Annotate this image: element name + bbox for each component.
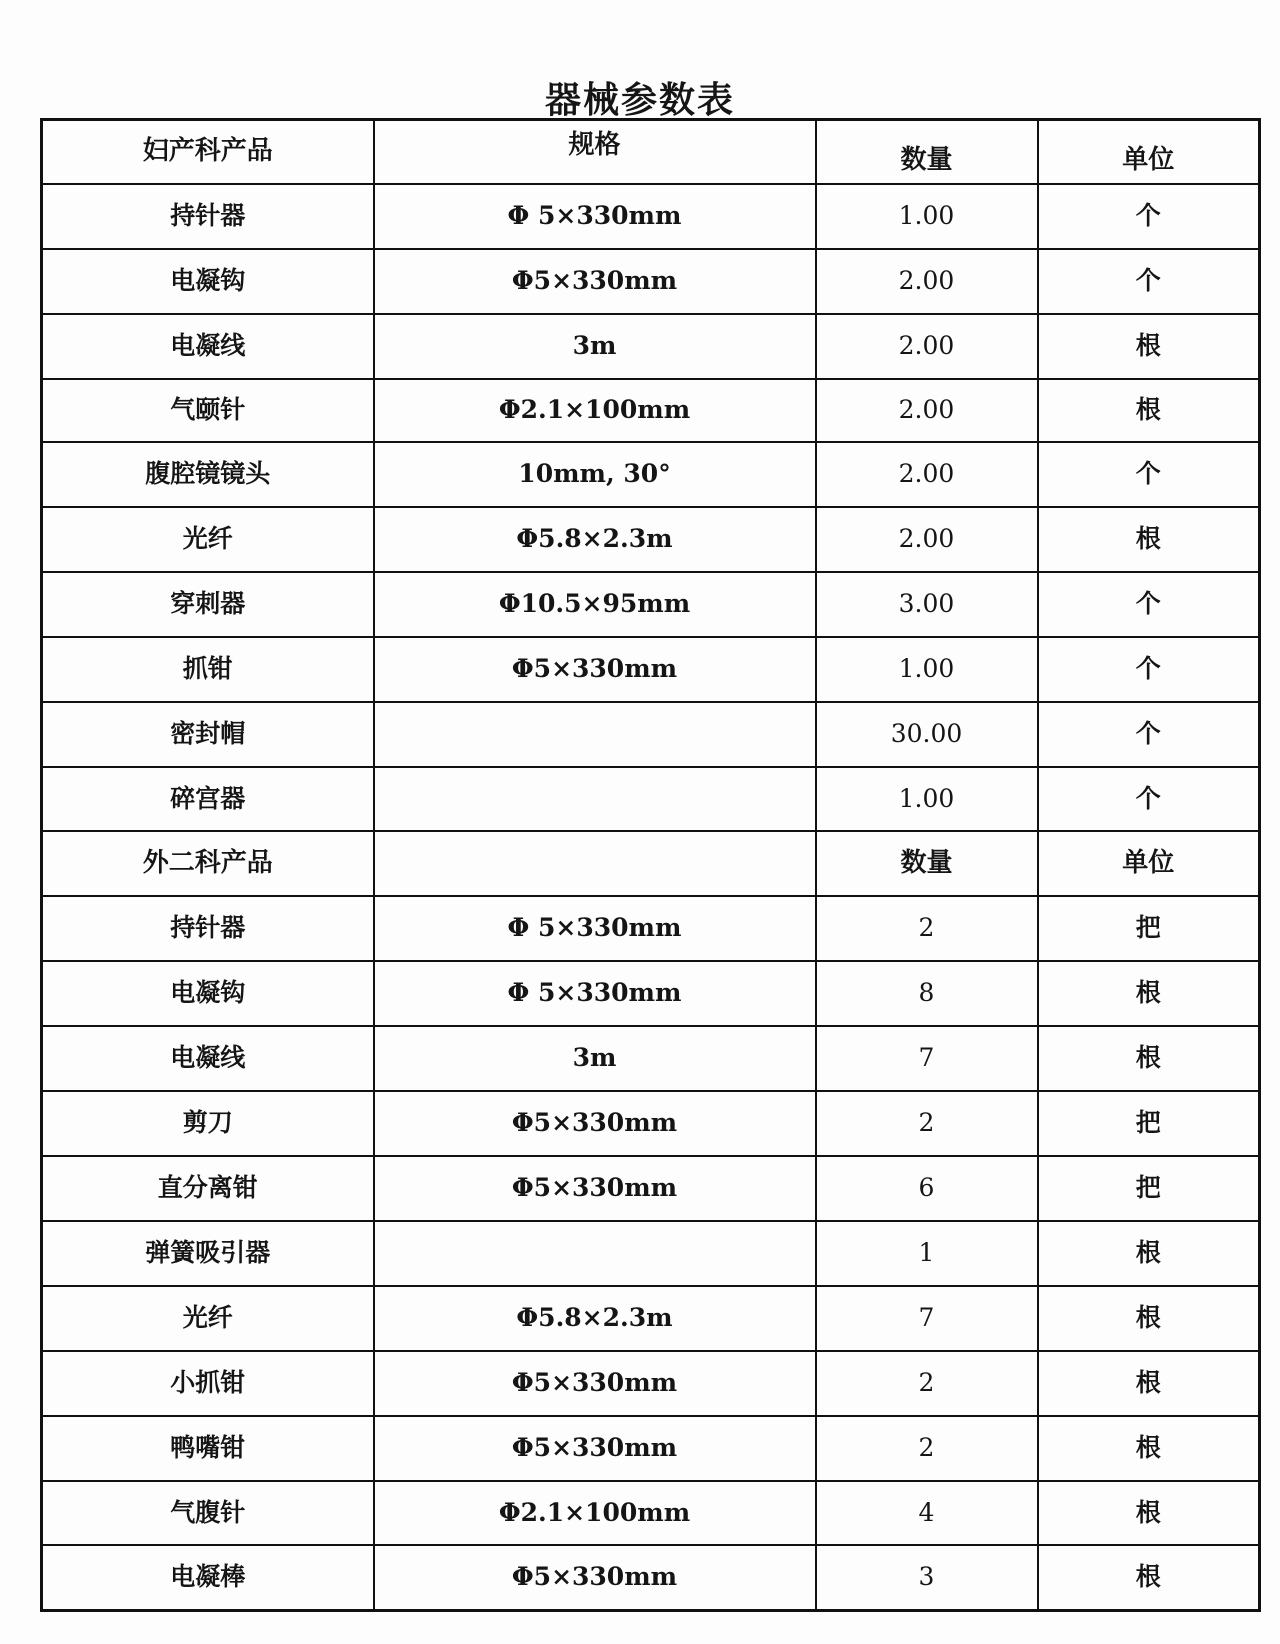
item-qty: 3 [816,1545,1038,1610]
item-qty: 1.00 [816,767,1038,832]
item-name: 电凝钩 [42,961,374,1026]
header-spec: 规格 [374,120,816,185]
item-spec: Φ5×330mm [374,1156,816,1221]
item-spec: Φ 5×330mm [374,896,816,961]
table-header-gyn [42,120,1260,185]
item-qty: 1 [816,1221,1038,1286]
table-row [42,507,1260,572]
item-qty: 2.00 [816,379,1038,442]
item-qty: 2 [816,1351,1038,1416]
item-spec: 3m [374,314,816,379]
item-unit: 根 [1038,1416,1260,1481]
item-unit: 根 [1038,1545,1260,1610]
parameter-table [40,118,1261,1612]
item-name: 电凝线 [42,1026,374,1091]
item-name: 抓钳 [42,637,374,702]
table-row [42,1221,1260,1286]
item-unit: 把 [1038,896,1260,961]
table-row [42,379,1260,442]
item-name: 鸭嘴钳 [42,1416,374,1481]
header-unit: 单位 [1038,831,1260,896]
table-row [42,1416,1260,1481]
item-unit: 个 [1038,249,1260,314]
table-row [42,314,1260,379]
item-spec: 10mm, 30° [374,442,816,507]
item-name: 光纤 [42,1286,374,1351]
item-name: 电凝线 [42,314,374,379]
item-qty: 3.00 [816,572,1038,637]
item-name: 电凝钩 [42,249,374,314]
item-name: 电凝棒 [42,1545,374,1610]
page-title: 器械参数表 [544,80,735,121]
table-row [42,1545,1260,1610]
item-qty: 2 [816,1091,1038,1156]
item-spec: Φ2.1×100mm [374,379,816,442]
item-qty: 2.00 [816,314,1038,379]
table-row [42,1156,1260,1221]
item-name: 腹腔镜镜头 [42,442,374,507]
item-unit: 个 [1038,442,1260,507]
item-spec [374,767,816,832]
table-row [42,1481,1260,1546]
item-qty: 8 [816,961,1038,1026]
item-spec: Φ5×330mm [374,1545,816,1610]
header-qty: 数量 [816,831,1038,896]
item-name: 弹簧吸引器 [42,1221,374,1286]
table-row [42,702,1260,767]
item-name: 气腹针 [42,1481,374,1546]
item-unit: 根 [1038,1286,1260,1351]
item-unit: 个 [1038,702,1260,767]
item-unit: 个 [1038,767,1260,832]
item-unit: 个 [1038,572,1260,637]
item-qty: 2 [816,1416,1038,1481]
item-spec [374,1221,816,1286]
item-spec: Φ2.1×100mm [374,1481,816,1546]
item-unit: 根 [1038,1026,1260,1091]
item-qty: 2.00 [816,249,1038,314]
item-qty: 30.00 [816,702,1038,767]
item-spec: Φ5×330mm [374,1416,816,1481]
item-unit: 根 [1038,379,1260,442]
item-name: 剪刀 [42,1091,374,1156]
table-row [42,249,1260,314]
item-spec: Φ5×330mm [374,637,816,702]
item-spec [374,702,816,767]
item-unit: 把 [1038,1156,1260,1221]
item-spec: Φ5.8×2.3m [374,1286,816,1351]
item-qty: 7 [816,1286,1038,1351]
table-row [42,1286,1260,1351]
item-spec: Φ 5×330mm [374,961,816,1026]
item-spec: Φ5.8×2.3m [374,507,816,572]
table-row [42,572,1260,637]
header-product: 妇产科产品 [42,120,374,185]
table-row [42,1351,1260,1416]
item-qty: 7 [816,1026,1038,1091]
item-name: 光纤 [42,507,374,572]
table-row [42,637,1260,702]
item-name: 碎宫器 [42,767,374,832]
item-name: 持针器 [42,184,374,249]
item-unit: 个 [1038,184,1260,249]
table-header-surg [42,831,1260,896]
item-spec: Φ5×330mm [374,249,816,314]
item-spec: Φ5×330mm [374,1351,816,1416]
table-row [42,961,1260,1026]
item-unit: 根 [1038,1481,1260,1546]
item-spec: Φ 5×330mm [374,184,816,249]
table-row [42,442,1260,507]
item-spec: Φ5×330mm [374,1091,816,1156]
item-unit: 根 [1038,961,1260,1026]
item-unit: 根 [1038,1221,1260,1286]
table-row [42,1091,1260,1156]
table-row [42,1026,1260,1091]
item-unit: 根 [1038,1351,1260,1416]
header-spec [374,831,816,896]
item-spec: 3m [374,1026,816,1091]
item-name: 小抓钳 [42,1351,374,1416]
header-unit: 单位 [1038,120,1260,185]
item-unit: 个 [1038,637,1260,702]
item-name: 穿刺器 [42,572,374,637]
item-spec: Φ10.5×95mm [374,572,816,637]
item-name: 直分离钳 [42,1156,374,1221]
header-qty: 数量 [816,120,1038,185]
item-qty: 4 [816,1481,1038,1546]
item-qty: 6 [816,1156,1038,1221]
table-row [42,896,1260,961]
item-qty: 2.00 [816,442,1038,507]
header-product: 外二科产品 [42,831,374,896]
item-qty: 1.00 [816,637,1038,702]
item-unit: 根 [1038,507,1260,572]
item-name: 密封帽 [42,702,374,767]
item-qty: 2.00 [816,507,1038,572]
item-qty: 1.00 [816,184,1038,249]
item-qty: 2 [816,896,1038,961]
table-row [42,184,1260,249]
item-name: 气颐针 [42,379,374,442]
item-name: 持针器 [42,896,374,961]
item-unit: 根 [1038,314,1260,379]
item-unit: 把 [1038,1091,1260,1156]
table-row [42,767,1260,832]
